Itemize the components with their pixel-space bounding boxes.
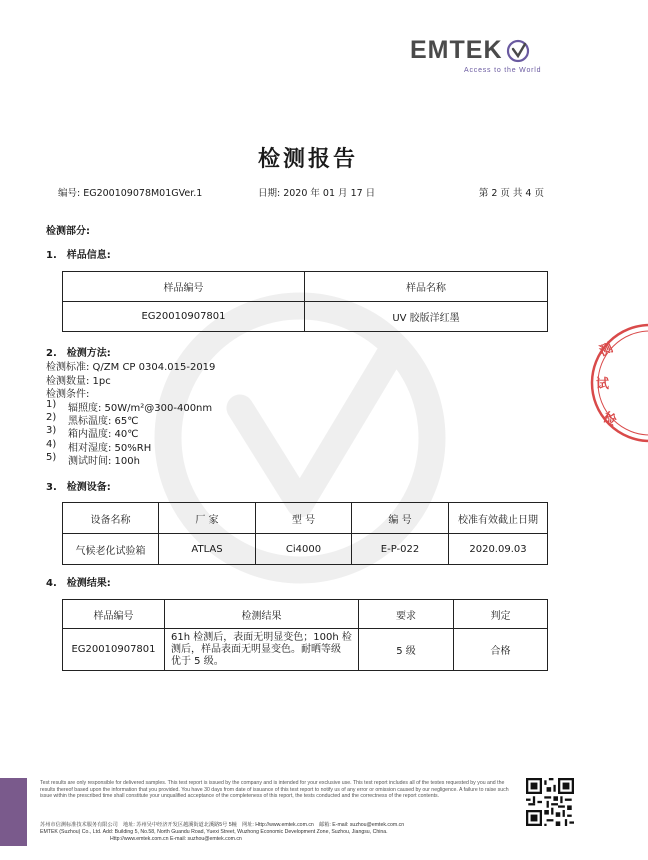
logo-tagline: Access to the World (464, 67, 542, 74)
logo-text: EMTEK (410, 36, 503, 64)
section2-heading: 2. 检测方法: (46, 348, 111, 359)
section3-heading: 3. 检测设备: (46, 482, 111, 493)
test-standard: 检测标准: Q/ZM CP 0304.015-2019 (46, 362, 216, 373)
result-line: 优于 5 级。 (171, 655, 224, 667)
condition-text: 测试时间: 100h (68, 456, 140, 467)
footer-disclaimer: Test results are only responsible for delivered samples. This test report is issued by the company and is intended for your exclusive use. This test report includes all of the testes requested by you and the results thereof based upon the information that you provided. You have 30 days from date of issuance of this test report to notify us of any error or omission caused by our negligence. A failure to raise such issue within the prescribed time shall constitute your unqualified acceptance of the completeness of this report, the tests conducted and the correctness of the report contents. (40, 780, 509, 800)
footer-address (40, 822, 514, 843)
table-header: 厂 家 (159, 503, 256, 534)
section1-heading: 1. 样品信息: (46, 250, 111, 261)
section4-heading: 4. 检测结果: (46, 578, 111, 589)
footer-accent-bar (0, 778, 27, 846)
condition-item (46, 439, 152, 454)
table-cell: EG20010907801 (63, 302, 305, 332)
table-cell: ATLAS (159, 534, 256, 565)
table-cell: 气候老化试验箱 (63, 534, 159, 565)
sample-info-table (62, 271, 548, 332)
address-chinese: 苏州市信测标准技术服务有限公司 地址: 苏州吴中经济开发区越溪街道北溪路5号 5幢 网址: Http://www.emtek.com.cn 邮箱: E-mail: suzhou@emtek.com.cn (40, 822, 405, 828)
company-logo (410, 36, 560, 74)
report-date: 日期: 2020 年 01 月 17 日 (258, 188, 376, 199)
table-cell: 5 级 (359, 629, 454, 671)
condition-number: 1) (46, 399, 57, 410)
condition-text: 相对湿度: 50%RH (68, 443, 152, 454)
footer-web: Http://www.emtek.com.cn E-mail: suzhou@emtek.com.cn (110, 836, 242, 842)
table-header: 设备名称 (63, 503, 159, 534)
condition-item (46, 399, 213, 414)
table-header: 判定 (454, 600, 548, 629)
condition-text: 箱内温度: 40℃ (68, 429, 139, 440)
table-header: 校准有效截止日期 (449, 503, 548, 534)
result-line: 测后，样品表面无明显变色。耐晒等级 (171, 643, 341, 655)
condition-text: 黑标温度: 65℃ (68, 416, 139, 427)
svg-text:试: 试 (596, 377, 610, 392)
condition-text: 辐照度: 50W/m²@300-400nm (68, 403, 213, 414)
report-number: 编号: EG200109078M01GVer.1 (58, 188, 203, 199)
qr-code-icon (526, 778, 574, 826)
result-description (165, 629, 359, 671)
page-title: 检测报告 (257, 147, 358, 172)
table-header: 样品编号 (63, 272, 305, 302)
table-header: 检测结果 (165, 600, 359, 629)
results-table (62, 599, 548, 671)
table-cell: E-P-022 (352, 534, 449, 565)
condition-item (46, 412, 139, 427)
table-cell: 合格 (454, 629, 548, 671)
condition-number: 3) (46, 425, 57, 436)
table-cell: Ci4000 (256, 534, 352, 565)
condition-item (46, 452, 140, 467)
condition-number: 2) (46, 412, 57, 423)
condition-number: 4) (46, 439, 57, 450)
page-number: 第 2 页 共 4 页 (478, 188, 544, 199)
official-seal-stamp-icon (588, 318, 648, 448)
address-english: EMTEK (Suzhou) Co., Ltd. Add: Building 5, No.58, North Guandu Road, Yuexi Street, Wuzhong Economic Development Zone, Suzhou, Jiangsu, China. (40, 829, 388, 835)
test-conditions-label: 检测条件: (46, 389, 90, 400)
table-header: 型 号 (256, 503, 352, 534)
table-cell: UV 胶版洋红墨 (305, 302, 548, 332)
table-header: 样品编号 (63, 600, 165, 629)
result-line: 61h 检测后，表面无明显变色；100h 检 (171, 631, 352, 643)
svg-text:检: 检 (600, 410, 619, 430)
detection-heading: 检测部分: (46, 226, 90, 237)
condition-item (46, 425, 139, 440)
logo-check-icon (506, 39, 530, 63)
table-cell: 2020.09.03 (449, 534, 548, 565)
table-header: 样品名称 (305, 272, 548, 302)
equipment-table (62, 502, 548, 565)
test-quantity: 检测数量: 1pc (46, 376, 111, 387)
table-header: 要求 (359, 600, 454, 629)
table-header: 编 号 (352, 503, 449, 534)
condition-number: 5) (46, 452, 57, 463)
svg-text:测: 测 (597, 340, 616, 360)
table-cell: EG20010907801 (63, 629, 165, 671)
